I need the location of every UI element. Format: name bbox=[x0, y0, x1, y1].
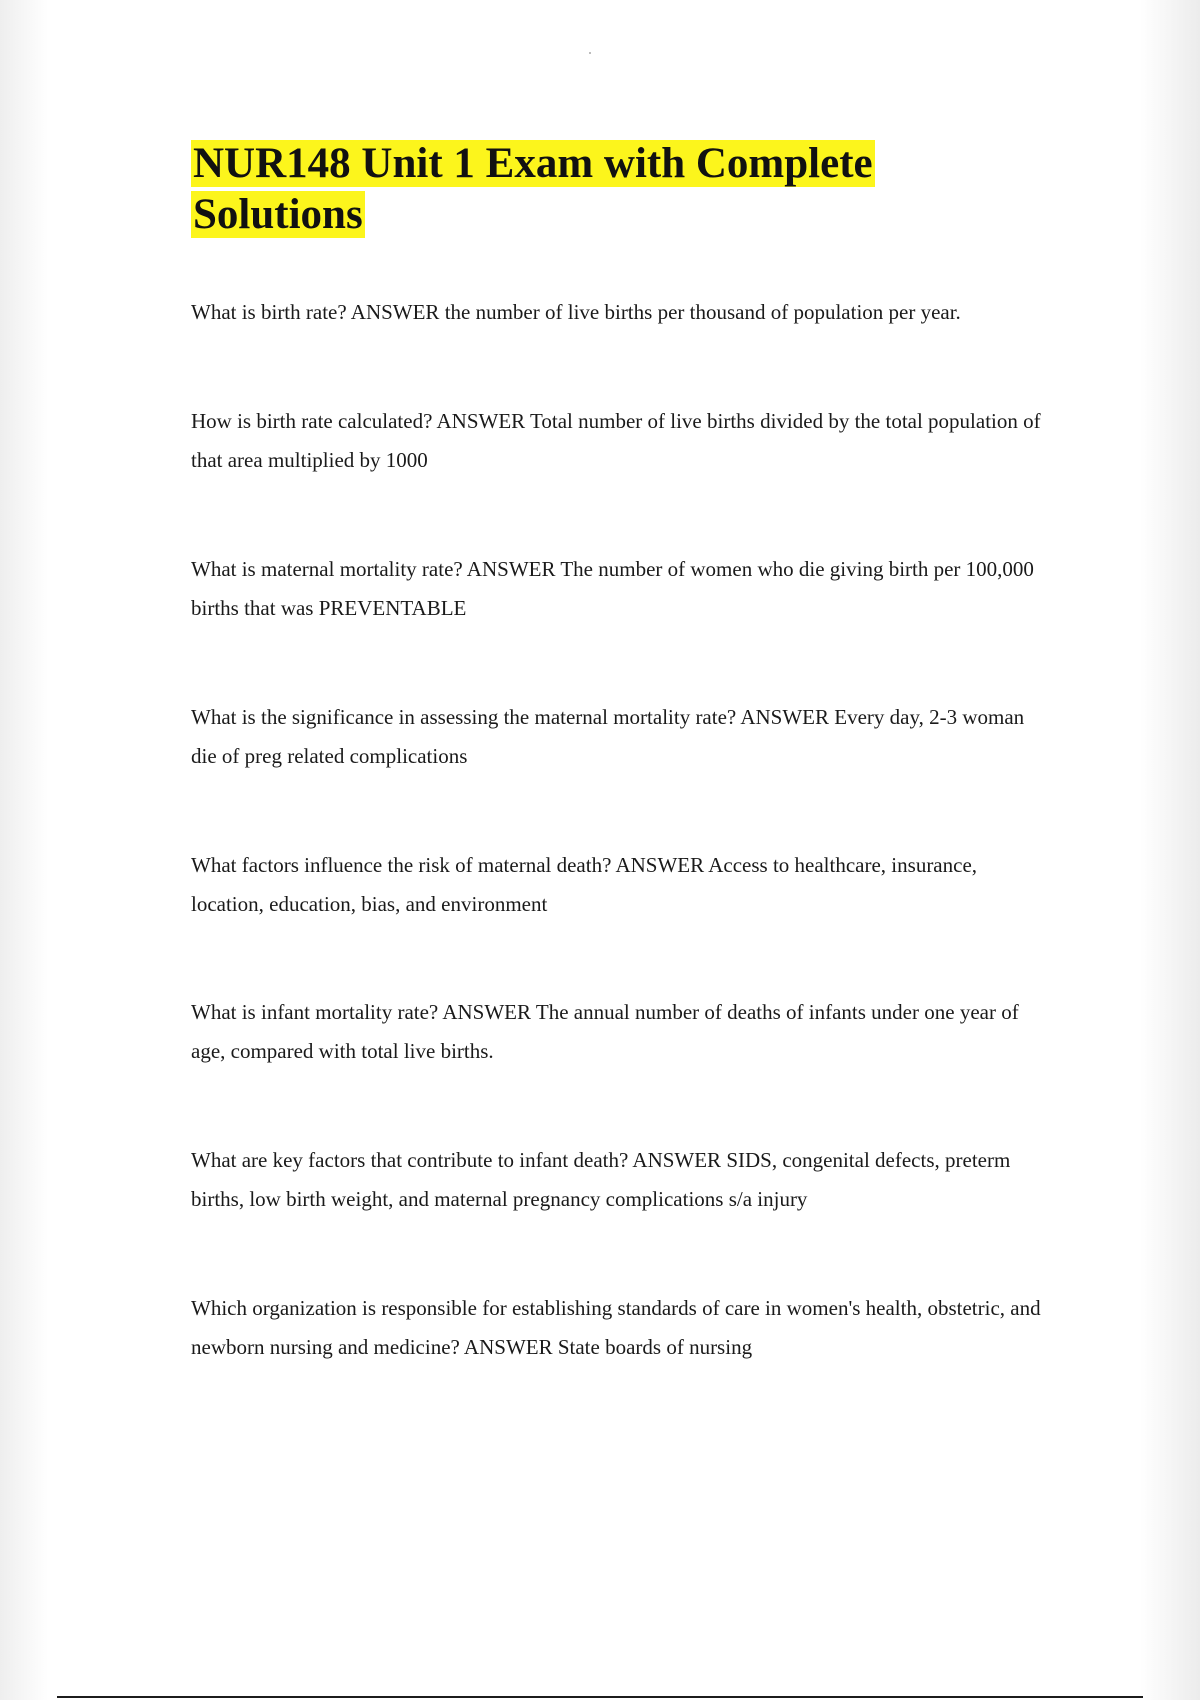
bottom-divider bbox=[57, 1696, 1143, 1698]
qa-item-4: What is the significance in assessing the maternal mortality rate? ANSWER Every day, 2-3 woman die of preg related complications bbox=[191, 705, 1025, 768]
qa-item-3: What is maternal mortality rate? ANSWER The number of women who die giving birth per 100,000 births that was PREVENTABLE bbox=[191, 557, 1034, 620]
qa-item-1: What is birth rate? ANSWER the number of live births per thousand of population per year. bbox=[191, 300, 961, 324]
qa-item-5: What factors influence the risk of maternal death? ANSWER Access to healthcare, insurance, location, education, bias, and environment bbox=[191, 853, 978, 916]
title-highlight: NUR148 Unit 1 Exam with Complete Solutions bbox=[193, 140, 873, 238]
qa-item-6: What is infant mortality rate? ANSWER The annual number of deaths of infants under one year of age, compared with total live births. bbox=[191, 1000, 1019, 1063]
page-shadow-right bbox=[1140, 0, 1200, 1700]
page-shadow-left bbox=[0, 0, 48, 1700]
qa-item-7: What are key factors that contribute to infant death? ANSWER SIDS, congenital defects, preterm births, low birth weight, and maternal pregnancy complications s/a injury bbox=[191, 1148, 1011, 1211]
scan-speck bbox=[589, 52, 591, 54]
document-title bbox=[191, 138, 1051, 240]
qa-item-8: Which organization is responsible for establishing standards of care in women's health, obstetric, and newborn nursing and medicine? ANSWER State boards of nursing bbox=[191, 1296, 1041, 1359]
qa-item-2: How is birth rate calculated? ANSWER Total number of live births divided by the total population of that area multiplied by 1000 bbox=[191, 409, 1041, 472]
